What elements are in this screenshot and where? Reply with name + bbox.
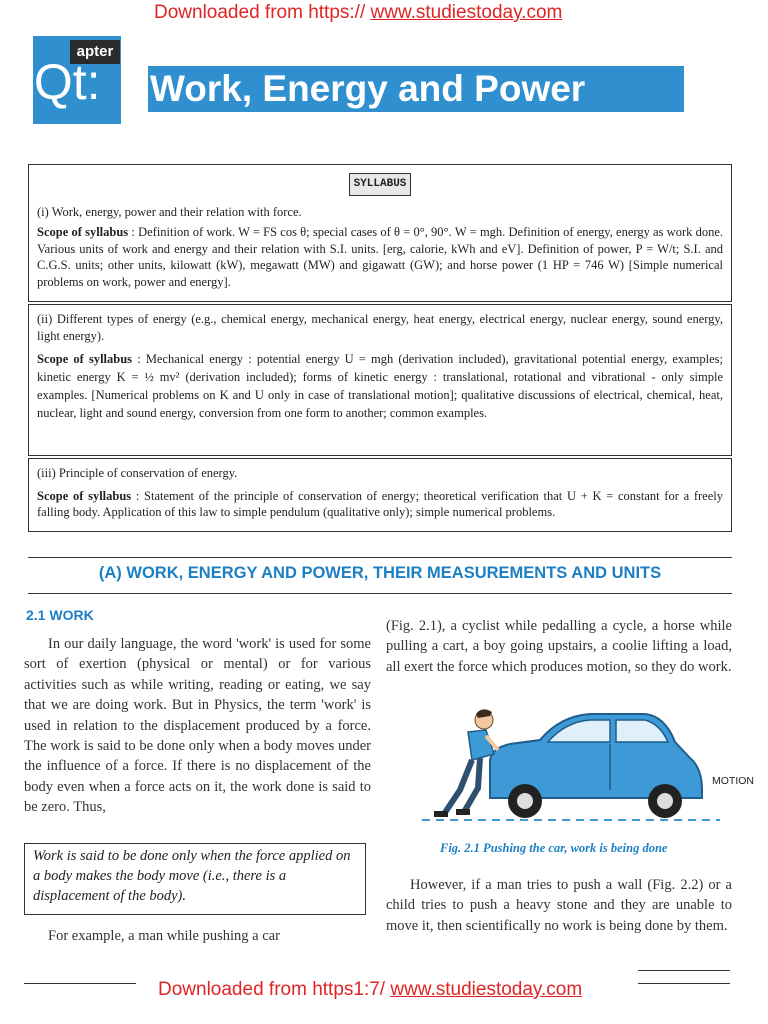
syllabus-box-3 <box>28 458 732 532</box>
banner-link[interactable]: www.studiestoday.com <box>370 2 563 23</box>
left-paragraph-2: For example, a man while pushing a car <box>48 928 280 944</box>
syllabus-scope-1 <box>37 224 723 290</box>
definition-box: Work is said to be done only when the force applied on a body makes the body move (i.e., there is a displacement of the body). <box>24 843 366 915</box>
section-rule-bottom <box>28 593 732 594</box>
footnote-rule-right-1 <box>638 970 730 971</box>
syllabus-topic-1: (i) Work, energy, power and their relation with force. <box>37 204 302 219</box>
scope-label: Scope of syllabus <box>37 352 133 366</box>
syllabus-scope-2 <box>37 350 723 422</box>
pushing-car-illustration <box>420 698 720 830</box>
right-paragraph-2: However, if a man tries to push a wall (Fig. 2.2) or a child tries to push a heavy stone and they are unable to move it, then scientifically no work is being done by them. <box>386 877 732 934</box>
footnote-rule-right-2 <box>638 983 730 984</box>
scope-label: Scope of syllabus <box>37 225 129 239</box>
scope-label: Scope of syllabus <box>37 488 132 503</box>
left-paragraph-1: In our daily language, the word 'work' is used for some sort of exertion (physical or mental) or for various activities such as while writing, reading or eating, we say that we are doing work. But in Physics, the term 'work' is used in relation to the displacement produced by a force. The work is said to be done only when a body moves under the influence of a force. If there is no displacement of the body even when a force acts on it, the work done is said to be zero. Thus, <box>24 636 371 816</box>
syllabus-topic-3: (iii) Principle of conservation of energy. <box>37 466 238 480</box>
syllabus-scope-3 <box>37 488 723 521</box>
footnote-rule-left <box>24 983 136 984</box>
section-rule-top <box>28 557 732 558</box>
figure-caption: Fig. 2.1 Pushing the car, work is being done <box>440 841 668 855</box>
right-paragraph-1: (Fig. 2.1), a cyclist while pedalling a cycle, a horse while pulling a cart, a boy going upstairs, a coolie lifting a load, all exert the force which produces motion, so they do work. <box>386 618 732 675</box>
download-banner-bottom <box>158 979 628 1001</box>
download-banner-top <box>154 2 624 24</box>
motion-label: MOTION <box>712 775 754 787</box>
subsection-heading: 2.1 WORK <box>26 607 94 623</box>
chapter-title: Work, Energy and Power <box>150 68 586 109</box>
banner-prefix: Downloaded from https:// <box>154 2 366 23</box>
banner-link[interactable]: www.studiestoday.com <box>390 979 583 1000</box>
chapter-label: apter <box>70 40 120 64</box>
syllabus-box-1 <box>28 164 732 302</box>
scope-text: : Definition of work. W = FS cos θ; special cases of θ = 0°, 90°. W = mgh. Definition of energy, energy as work done. Various units of work and energy and their relation with S.I. units. [erg, calorie, kWh and eV]. Definition of power, P = W/t; S.I. and C.G.S. units; other units, kilowatt (kW), megawatt (MW) and gigawatt (GW); and horse power (1 HP = 746 W) [Simple numerical problems on work, power and energy]. <box>37 225 723 289</box>
syllabus-heading: SYLLABUS <box>349 173 412 196</box>
scope-text: : Statement of the principle of conservation of energy; theoretical verification that U + K = constant for a freely falling body. Application of this law to simple pendulum (qualitative only); simple numerical problems. <box>37 488 723 519</box>
chapter-number: ,Qt: <box>20 54 101 110</box>
banner-prefix: Downloaded from https1:7/ <box>158 979 386 1000</box>
section-heading: (A) WORK, ENERGY AND POWER, THEIR MEASUREMENTS AND UNITS <box>98 564 662 582</box>
syllabus-box-2 <box>28 304 732 456</box>
syllabus-topic-2: (ii) Different types of energy (e.g., chemical energy, mechanical energy, heat energy, electrical energy, nuclear energy, sound energy, light energy). <box>37 312 723 343</box>
scope-text: : Mechanical energy : potential energy U = mgh (derivation included), gravitational potential energy, examples; kinetic energy K = ½ mv² (derivation included); forms of kinetic energy : translational, rotational and vibrational - only simple examples. [Numerical problems on K and U only in case of translational motion]; qualitative discussions of electrical, chemical, heat, nuclear, light and sound energy, conversion from one form to another; common examples. <box>37 352 723 420</box>
